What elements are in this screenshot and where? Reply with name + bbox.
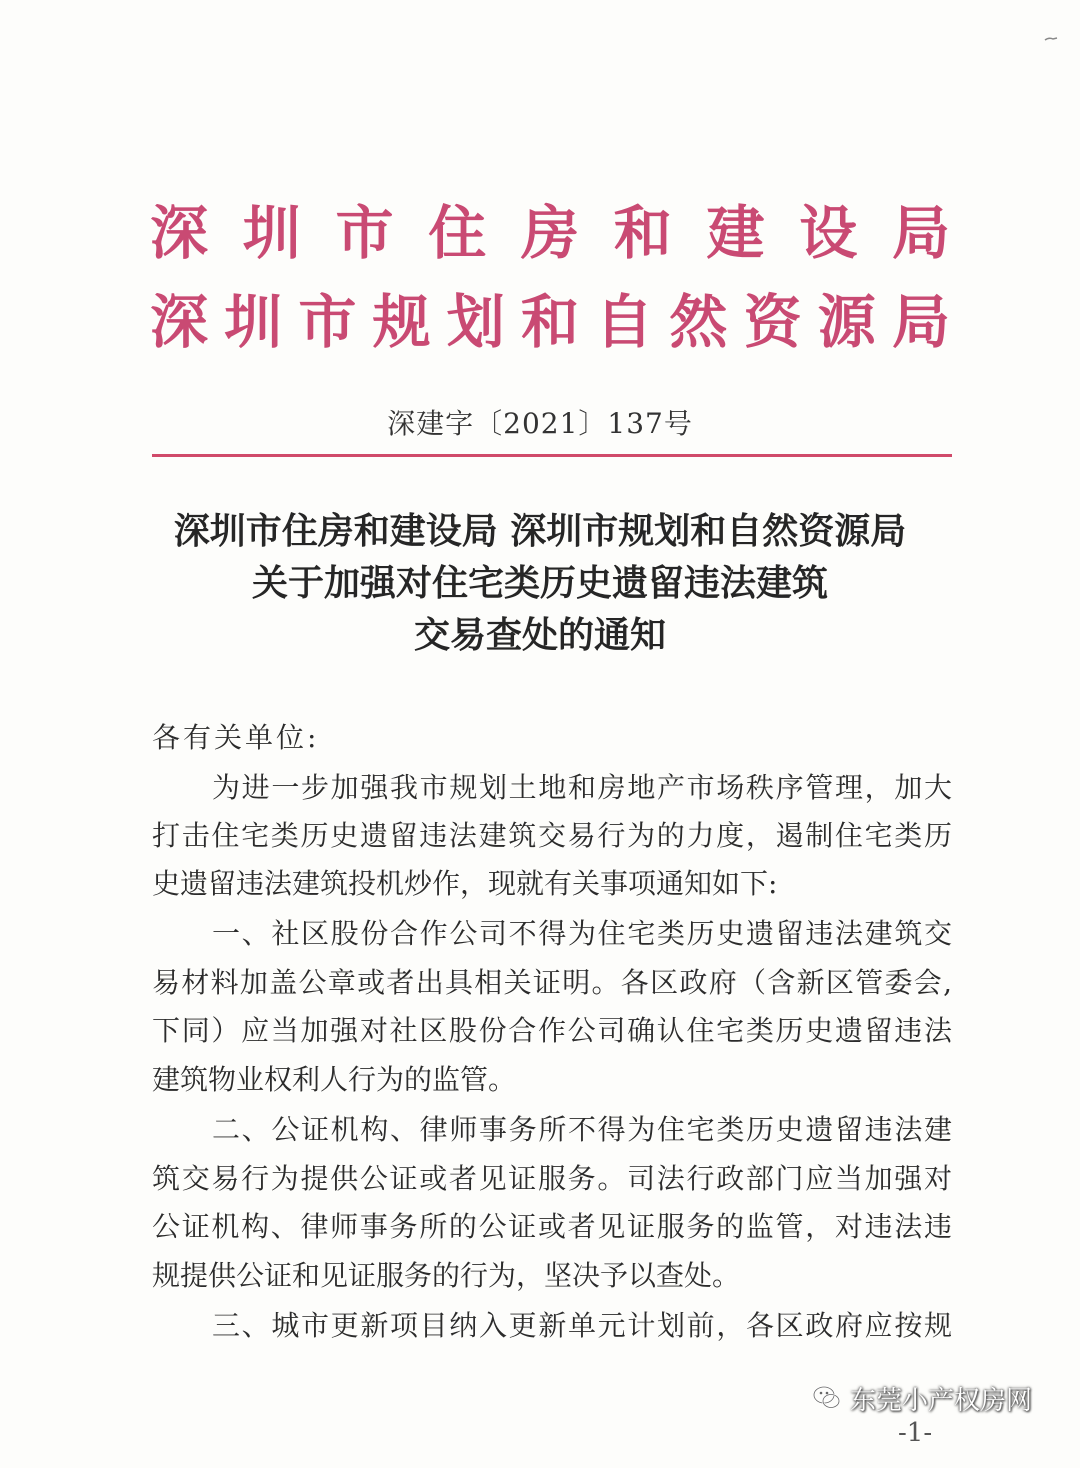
- body-line: 易材料加盖公章或者出具相关证明。各区政府（含新区管委会,: [152, 966, 952, 999]
- body-line: 建筑物业权利人行为的监管。: [152, 1063, 517, 1096]
- body-line: 史遗留违法建筑投机炒作，现就有关事项通知如下:: [152, 867, 778, 900]
- notice-title-line-1: 深圳市住房和建设局 深圳市规划和自然资源局: [173, 511, 907, 552]
- wechat-watermark: [812, 1378, 1032, 1418]
- notice-title-line-3: 交易查处的通知: [413, 615, 666, 656]
- body-line: 一、社区股份合作公司不得为住宅类历史遗留违法建筑交: [212, 917, 952, 950]
- issuing-org-line-1: 深圳市住房和建设局: [150, 199, 950, 267]
- document-number: 深建字〔2021〕137号: [387, 407, 693, 440]
- scan-mark: [1044, 36, 1058, 42]
- body-line: 为进一步加强我市规划土地和房地产市场秩序管理，加大: [212, 771, 952, 804]
- body-line: 打击住宅类历史遗留违法建筑交易行为的力度，遏制住宅类历: [152, 819, 952, 852]
- body-line: 下同）应当加强对社区股份合作公司确认住宅类历史遗留违法: [152, 1014, 952, 1047]
- wechat-icon: [812, 1383, 842, 1413]
- page-number: -1-: [898, 1418, 933, 1448]
- watermark-text: 东莞小产权房网: [850, 1385, 1033, 1416]
- body-line: 筑交易行为提供公证或者见证服务。司法行政部门应当加强对: [152, 1162, 952, 1195]
- notice-title-line-2: 关于加强对住宅类历史遗留违法建筑: [251, 563, 828, 604]
- salutation: 各有关单位:: [152, 721, 320, 754]
- body-line: 公证机构、律师事务所的公证或者见证服务的监管，对违法违: [152, 1210, 952, 1243]
- body-line: 规提供公证和见证服务的行为，坚决予以查处。: [152, 1259, 741, 1292]
- body-line: 二、公证机构、律师事务所不得为住宅类历史遗留违法建: [212, 1113, 952, 1146]
- issuing-org-line-2: 深圳市规划和自然资源局: [150, 288, 950, 356]
- body-line: 三、城市更新项目纳入更新单元计划前，各区政府应按规: [212, 1309, 952, 1342]
- red-divider-line: [152, 454, 952, 457]
